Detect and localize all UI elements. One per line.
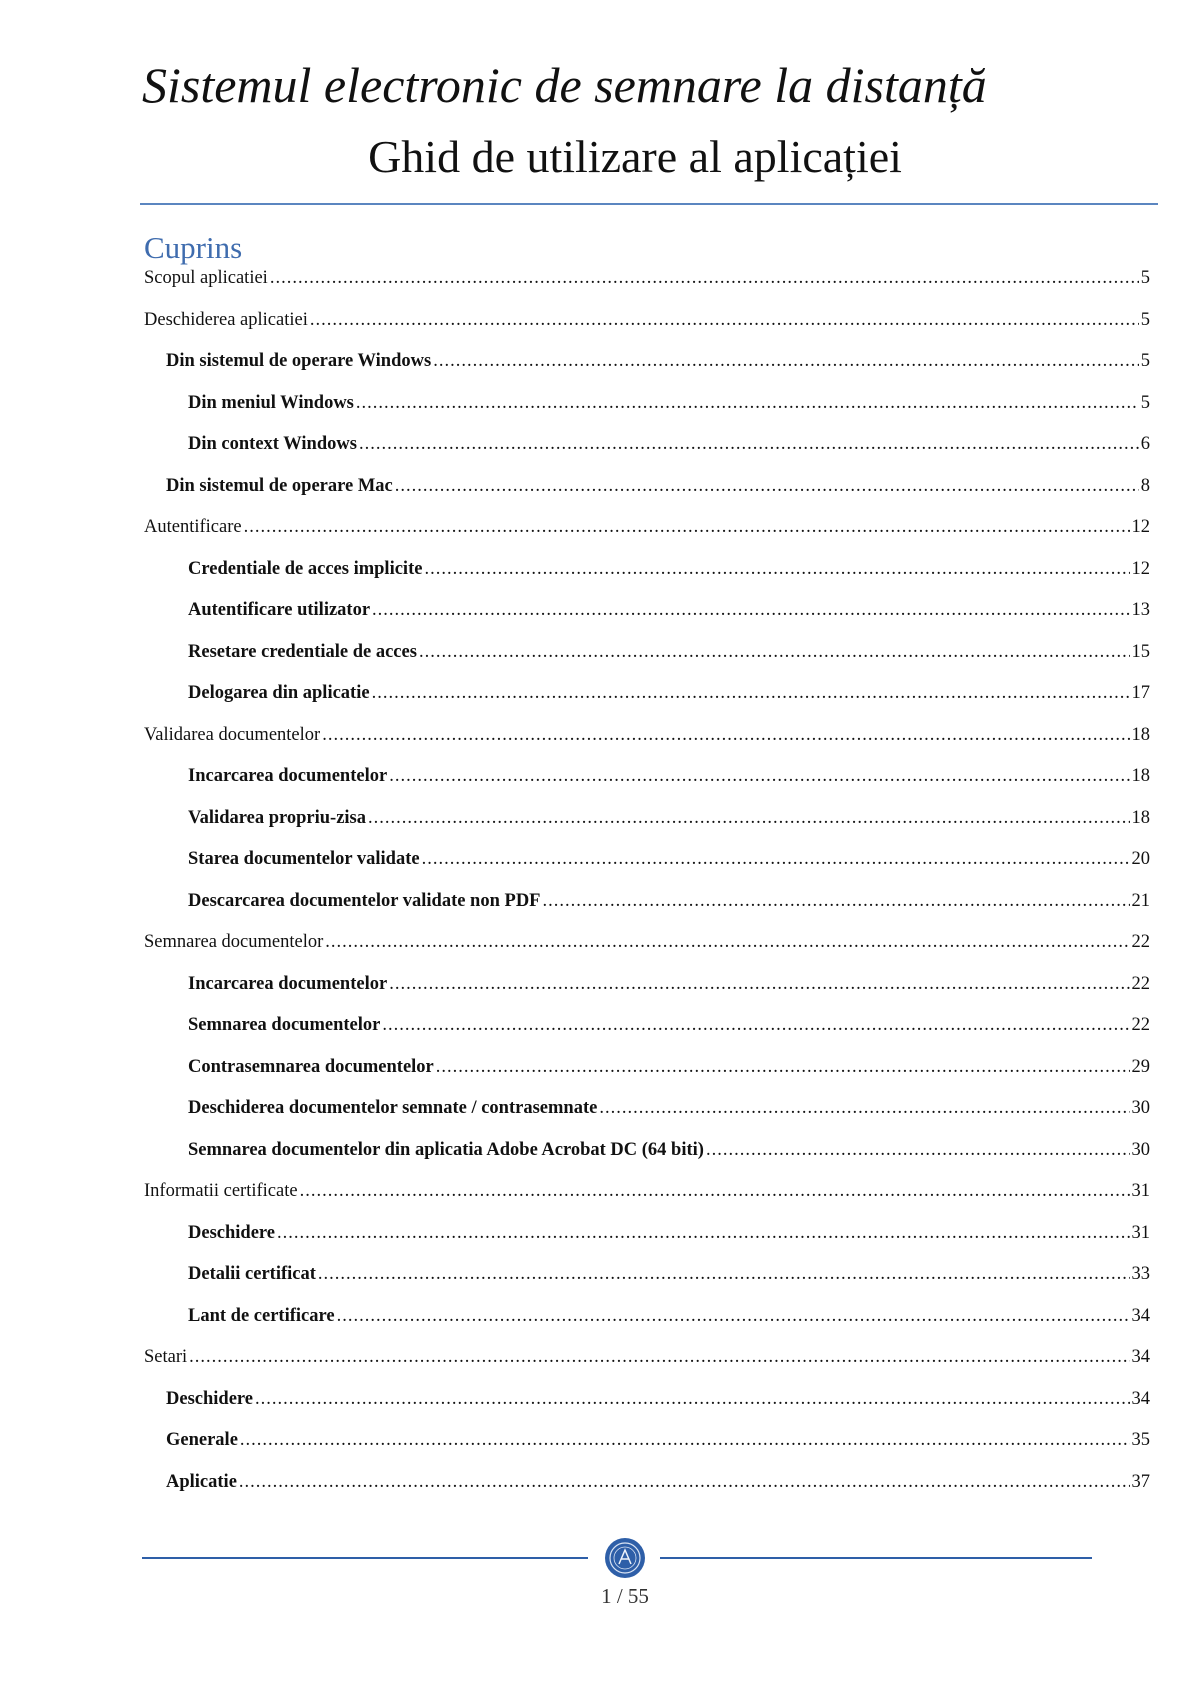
toc-entry-title: Generale <box>166 1430 238 1450</box>
toc-entry[interactable] <box>144 1181 1150 1223</box>
toc-entry-title: Detalii certificat <box>188 1264 316 1284</box>
toc-leader-dots <box>270 268 1139 289</box>
toc-entry-page: 6 <box>1140 434 1150 454</box>
toc-entry-page: 17 <box>1131 683 1150 703</box>
toc-entry-title: Din sistemul de operare Mac <box>166 475 393 496</box>
toc-entry-page: 13 <box>1131 600 1150 620</box>
toc-leader-dots <box>395 476 1139 497</box>
toc-entry[interactable] <box>144 808 1150 850</box>
toc-entry-page: 34 <box>1131 1347 1150 1367</box>
toc-entry[interactable] <box>144 1472 1150 1514</box>
toc-entry-title: Deschidere <box>166 1388 253 1409</box>
toc-entry-page: 18 <box>1131 724 1150 745</box>
toc-leader-dots <box>599 1098 1129 1119</box>
toc-entry[interactable] <box>144 351 1150 393</box>
toc-entry-page: 37 <box>1131 1471 1150 1492</box>
institution-seal-icon <box>604 1537 646 1579</box>
toc-entry[interactable] <box>144 1389 1150 1431</box>
toc-entry-page: 8 <box>1140 475 1150 496</box>
toc-entry-page: 22 <box>1131 973 1150 994</box>
toc-entry-page: 18 <box>1131 766 1150 786</box>
toc-leader-dots <box>356 393 1139 414</box>
toc-leader-dots <box>433 351 1139 372</box>
toc-leader-dots <box>372 600 1129 621</box>
toc-entry-title: Incarcarea documentelor <box>188 766 388 786</box>
toc-entry[interactable] <box>144 683 1150 725</box>
toc-entry-page: 18 <box>1131 807 1150 828</box>
toc-entry-title: Resetare credentiale de acces <box>188 641 417 662</box>
toc-entry-page: 34 <box>1131 1305 1150 1326</box>
toc-entry-title: Setari <box>144 1347 188 1367</box>
toc-entry[interactable] <box>144 517 1150 559</box>
toc-entry[interactable] <box>144 310 1150 352</box>
toc-leader-dots <box>318 1264 1130 1285</box>
toc-entry[interactable] <box>144 1140 1150 1182</box>
toc-entry-title: Delogarea din aplicatie <box>188 683 370 703</box>
toc-entry-page: 31 <box>1131 1181 1150 1201</box>
toc-entry-title: Semnarea documentelor <box>144 932 324 952</box>
toc-entry[interactable] <box>144 725 1150 767</box>
toc-entry[interactable] <box>144 849 1150 891</box>
toc-entry-title: Lant de certificare <box>188 1305 335 1326</box>
toc-leader-dots <box>310 310 1139 331</box>
toc-leader-dots <box>706 1140 1130 1161</box>
toc-leader-dots <box>322 725 1129 746</box>
toc-entry-title: Deschidere <box>188 1222 275 1243</box>
toc-leader-dots <box>239 1472 1130 1493</box>
toc-entry[interactable] <box>144 1430 1150 1472</box>
toc-leader-dots <box>189 1347 1129 1368</box>
toc-leader-dots <box>436 1057 1130 1078</box>
toc-leader-dots <box>382 1015 1129 1036</box>
toc-entry-title: Descarcarea documentelor validate non PDF <box>188 890 541 911</box>
toc-entry[interactable] <box>144 600 1150 642</box>
toc-leader-dots <box>255 1389 1130 1410</box>
toc-entry[interactable] <box>144 891 1150 933</box>
toc-entry[interactable] <box>144 1057 1150 1099</box>
toc-entry-page: 12 <box>1131 517 1150 537</box>
toc-entry-title: Starea documentelor validate <box>188 849 420 869</box>
toc-heading: Cuprins <box>144 230 243 265</box>
toc-entry[interactable] <box>144 974 1150 1016</box>
toc-entry[interactable] <box>144 1015 1150 1057</box>
toc-entry-page: 35 <box>1131 1430 1150 1450</box>
toc-entry-title: Deschiderea aplicatiei <box>144 309 308 330</box>
toc-entry[interactable] <box>144 559 1150 601</box>
toc-entry-title: Validarea propriu-zisa <box>188 807 366 828</box>
toc-entry-title: Din context Windows <box>188 434 357 454</box>
toc-leader-dots <box>359 434 1139 455</box>
toc-entry-page: 34 <box>1131 1388 1150 1409</box>
toc-entry-title: Validarea documentelor <box>144 724 321 745</box>
toc-entry[interactable] <box>144 1306 1150 1348</box>
toc-entry-page: 15 <box>1131 641 1150 662</box>
toc-leader-dots <box>419 642 1130 663</box>
toc-leader-dots <box>422 849 1130 870</box>
page-number: 1 / 55 <box>601 1584 649 1608</box>
toc-entry[interactable] <box>144 393 1150 435</box>
toc-leader-dots <box>325 932 1129 953</box>
toc-entry-title: Din meniul Windows <box>188 392 354 413</box>
toc-entry[interactable] <box>144 766 1150 808</box>
toc-entry-page: 30 <box>1131 1098 1150 1118</box>
toc-entry-title: Autentificare <box>144 517 242 537</box>
toc-entry-title: Credentiale de acces implicite <box>188 558 423 579</box>
toc-entry-page: 21 <box>1131 890 1150 911</box>
toc-leader-dots <box>277 1223 1130 1244</box>
toc-entry-page: 31 <box>1131 1222 1150 1243</box>
toc-entry[interactable] <box>144 642 1150 684</box>
toc-leader-dots <box>542 891 1129 912</box>
toc-leader-dots <box>389 766 1129 787</box>
toc-entry-page: 33 <box>1131 1264 1150 1284</box>
toc-entry-page: 30 <box>1131 1139 1150 1160</box>
toc-entry[interactable] <box>144 434 1150 476</box>
toc-leader-dots <box>240 1430 1130 1451</box>
footer-divider-right <box>660 1557 1092 1559</box>
toc-leader-dots <box>389 974 1129 995</box>
toc-entry-title: Deschiderea documentelor semnate / contrasemnate <box>188 1098 598 1118</box>
toc-leader-dots <box>368 808 1130 829</box>
toc-entry-page: 22 <box>1131 932 1150 952</box>
toc-entry-page: 5 <box>1140 392 1150 413</box>
title-divider <box>140 203 1158 205</box>
footer-divider-left <box>142 1557 588 1559</box>
document-subtitle: Ghid de utilizare al aplicației <box>368 131 902 182</box>
toc-leader-dots <box>372 683 1130 704</box>
toc-leader-dots <box>424 559 1129 580</box>
toc-leader-dots <box>244 517 1130 538</box>
toc-entry-page: 20 <box>1131 849 1150 869</box>
toc-entry[interactable] <box>144 932 1150 974</box>
document-title: Sistemul electronic de semnare la distanță <box>142 57 987 113</box>
toc-leader-dots <box>337 1306 1130 1327</box>
toc-entry-title: Autentificare utilizator <box>188 600 371 620</box>
toc-entry-page: 12 <box>1131 558 1150 579</box>
toc-entry-title: Aplicatie <box>166 1471 237 1492</box>
toc-entry[interactable] <box>144 1347 1150 1389</box>
toc-entry-title: Semnarea documentelor <box>188 1015 381 1035</box>
toc-entry[interactable] <box>144 1264 1150 1306</box>
toc-entry-page: 5 <box>1140 309 1150 330</box>
toc-entry-title: Informatii certificate <box>144 1181 298 1201</box>
toc-entry-title: Scopul aplicatiei <box>144 268 268 288</box>
toc-entry-page: 5 <box>1140 268 1150 288</box>
toc-entry-page: 22 <box>1131 1015 1150 1035</box>
toc-entry-title: Incarcarea documentelor <box>188 973 388 994</box>
toc-entry[interactable] <box>144 1098 1150 1140</box>
toc-entry[interactable] <box>144 476 1150 518</box>
table-of-contents <box>144 268 1150 1513</box>
toc-entry-title: Din sistemul de operare Windows <box>166 351 432 371</box>
toc-entry-title: Contrasemnarea documentelor <box>188 1056 434 1077</box>
toc-entry-page: 29 <box>1131 1056 1150 1077</box>
toc-entry[interactable] <box>144 268 1150 310</box>
toc-leader-dots <box>300 1181 1130 1202</box>
toc-entry[interactable] <box>144 1223 1150 1265</box>
toc-entry-title: Semnarea documentelor din aplicatia Adobe Acrobat DC (64 biti) <box>188 1139 704 1160</box>
toc-entry-page: 5 <box>1140 351 1150 371</box>
